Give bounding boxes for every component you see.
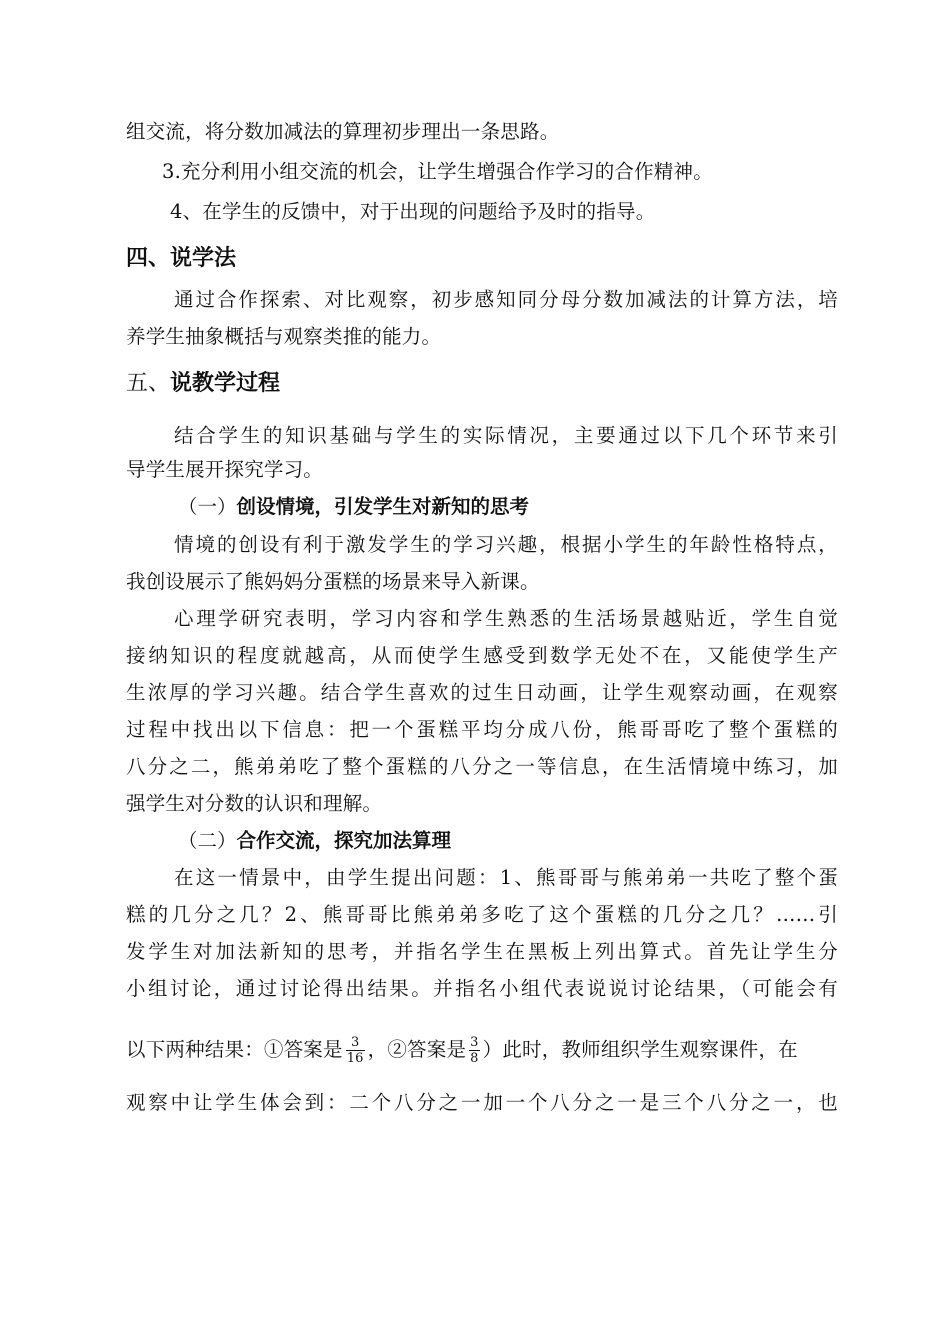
section-heading-4: 四、说学法 [126, 246, 237, 271]
subheading-2 [178, 826, 451, 856]
fraction-denominator: 16 [346, 1051, 364, 1066]
subheading-title: 合作交流，探究加法算理 [236, 829, 452, 852]
text-segment: ，②答案是 [367, 1038, 467, 1061]
text-line: 小组讨论，通过讨论得出结果。并指名小组代表说说讨论结果，（可能会有 [126, 977, 838, 1000]
subheading-1 [178, 492, 529, 522]
text-line: 情境的创设有利于激发学生的学习兴趣，根据小学生的年龄性格特点， [174, 533, 838, 556]
text-line: 观察中让学生体会到：二个八分之一加一个八分之一是三个八分之一，也 [126, 1091, 838, 1114]
text-line: 八分之二，熊弟弟吃了整个蛋糕的八分之一等信息，在生活情境中练习，加 [126, 755, 838, 778]
heading-title: 说教学过程 [170, 371, 281, 396]
text-line: 生浓厚的学习兴趣。结合学生喜欢的过生日动画，让学生观察动画，在观察 [126, 681, 838, 704]
text-line: 过程中找出以下信息：把一个蛋糕平均分成八份，熊哥哥吃了整个蛋糕的 [126, 718, 838, 741]
text-line: 心理学研究表明，学习内容和学生熟悉的生活场景越贴近，学生自觉 [174, 607, 838, 630]
text-line: 强学生对分数的认识和理解。 [126, 792, 383, 815]
fraction-numerator: 3 [346, 1035, 365, 1051]
section-heading-5 [126, 368, 280, 400]
subheading-prefix: （一） [178, 495, 237, 518]
text-line: 接纳知识的程度就越高，从而使学生感受到数学无处不在，又能使学生产 [126, 644, 838, 667]
subheading-title: 创设情境，引发学生对新知的思考 [236, 495, 530, 518]
text-line: 导学生展开探究学习。 [126, 458, 324, 481]
fraction-numerator: 3 [470, 1035, 479, 1050]
text-line: 发学生对加法新知的思考，并指名学生在黑板上列出算式。首先让学生分 [126, 940, 838, 963]
heading-prefix: 五、 [126, 371, 171, 396]
text-segment: ）此时，教师组织学生观察课件，在 [482, 1038, 798, 1061]
text-line: 我创设展示了熊妈妈分蛋糕的场景来导入新课。 [126, 570, 540, 593]
list-item-3: 3.充分利用小组交流的机会，让学生增强合作学习的合作精神。 [162, 160, 713, 183]
text-line: 组交流，将分数加减法的算理初步理出一条思路。 [126, 120, 560, 143]
text-line: 糕的几分之几？2、熊哥哥比熊弟弟多吃了这个蛋糕的几分之几？……引 [126, 903, 838, 926]
text-line: 通过合作探索、对比观察，初步感知同分母分数加减法的计算方法，培 [174, 288, 838, 311]
text-line-with-fractions [126, 1035, 838, 1066]
fraction-3-8 [469, 1035, 479, 1066]
subheading-prefix: （二） [178, 829, 237, 852]
text-line: 养学生抽象概括与观察类推的能力。 [126, 325, 442, 348]
text-line: 结合学生的知识基础与学生的实际情况，主要通过以下几个环节来引 [174, 424, 838, 447]
text-line: 在这一情景中，由学生提出问题：1、熊哥哥与熊弟弟一共吃了整个蛋 [174, 866, 838, 889]
list-item-4: 4、在学生的反馈中，对于出现的问题给予及时的指导。 [170, 200, 656, 223]
fraction-3-16 [346, 1035, 365, 1066]
text-segment: 以下两种结果：①答案是 [126, 1038, 343, 1061]
fraction-denominator: 8 [470, 1051, 479, 1066]
